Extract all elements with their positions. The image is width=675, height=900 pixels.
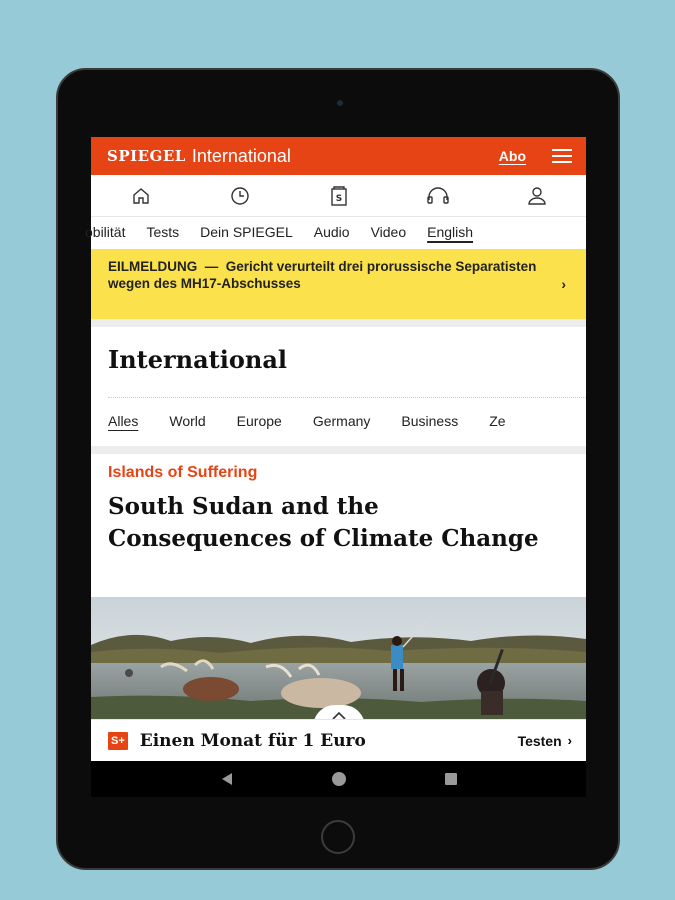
tab-world[interactable]: World — [169, 413, 206, 429]
top-bar — [91, 137, 586, 175]
headphones-icon[interactable] — [423, 181, 453, 211]
section-divider — [91, 319, 586, 327]
svg-text:S: S — [335, 193, 342, 204]
promo-test-button[interactable]: Testen — [517, 732, 562, 749]
chevron-right-icon: › — [561, 276, 566, 292]
breaking-news-banner[interactable] — [91, 249, 586, 319]
home-icon[interactable] — [126, 181, 156, 211]
title-divider — [108, 397, 586, 398]
abo-link[interactable]: Abo — [498, 148, 526, 164]
system-nav-bar — [91, 761, 586, 797]
app-screen — [85, 137, 586, 797]
tab-alles[interactable]: Alles — [108, 413, 139, 429]
breaking-separator: — — [204, 259, 219, 274]
section-divider-2 — [91, 446, 586, 454]
front-camera — [337, 100, 343, 106]
home-circle-icon[interactable] — [331, 771, 347, 787]
nav-item-audio[interactable]: Audio — [313, 224, 350, 240]
breaking-label: EILMELDUNG — [108, 259, 198, 274]
promo-text: Einen Monat für 1 Euro — [139, 730, 366, 751]
tab-business[interactable]: Business — [401, 413, 459, 429]
user-icon[interactable] — [522, 181, 552, 211]
article-kicker[interactable]: Islands of Suffering — [108, 464, 258, 481]
nav-item-dein-spiegel[interactable]: Dein SPIEGEL — [200, 224, 293, 240]
hamburger-menu-icon[interactable] — [552, 149, 572, 163]
tab-germany[interactable]: Germany — [312, 413, 371, 429]
nav-item-mobilitaet[interactable]: obilität — [85, 224, 126, 240]
article-image[interactable] — [91, 597, 586, 719]
nav-item-english[interactable]: English — [427, 224, 474, 240]
page-title: International — [108, 345, 288, 374]
nav-item-tests[interactable]: Tests — [146, 224, 180, 240]
section-tabs — [108, 413, 586, 429]
breaking-text: Gericht verurteilt drei prorussische Separatisten wegen des MH17-Abschusses — [108, 259, 537, 291]
clock-icon[interactable] — [225, 181, 255, 211]
subscription-promo[interactable] — [91, 719, 586, 761]
article-headline[interactable]: South Sudan and the Consequences of Climate Change — [108, 493, 539, 552]
nav-item-video[interactable]: Video — [370, 224, 407, 240]
tab-zeitgeist[interactable]: Ze — [489, 413, 506, 429]
category-nav — [85, 217, 586, 249]
recents-icon[interactable] — [444, 772, 458, 786]
section-logo-label: International — [191, 145, 291, 166]
back-icon[interactable] — [220, 772, 234, 786]
spiegel-plus-badge: S+ — [108, 732, 128, 750]
icon-bar — [91, 175, 586, 217]
spiegel-logo[interactable]: SPIEGEL — [107, 147, 186, 165]
tab-europe[interactable]: Europe — [236, 413, 282, 429]
spiegel-magazine-icon[interactable] — [324, 181, 354, 211]
chevron-right-icon: › — [567, 733, 572, 748]
home-button[interactable] — [321, 820, 355, 854]
